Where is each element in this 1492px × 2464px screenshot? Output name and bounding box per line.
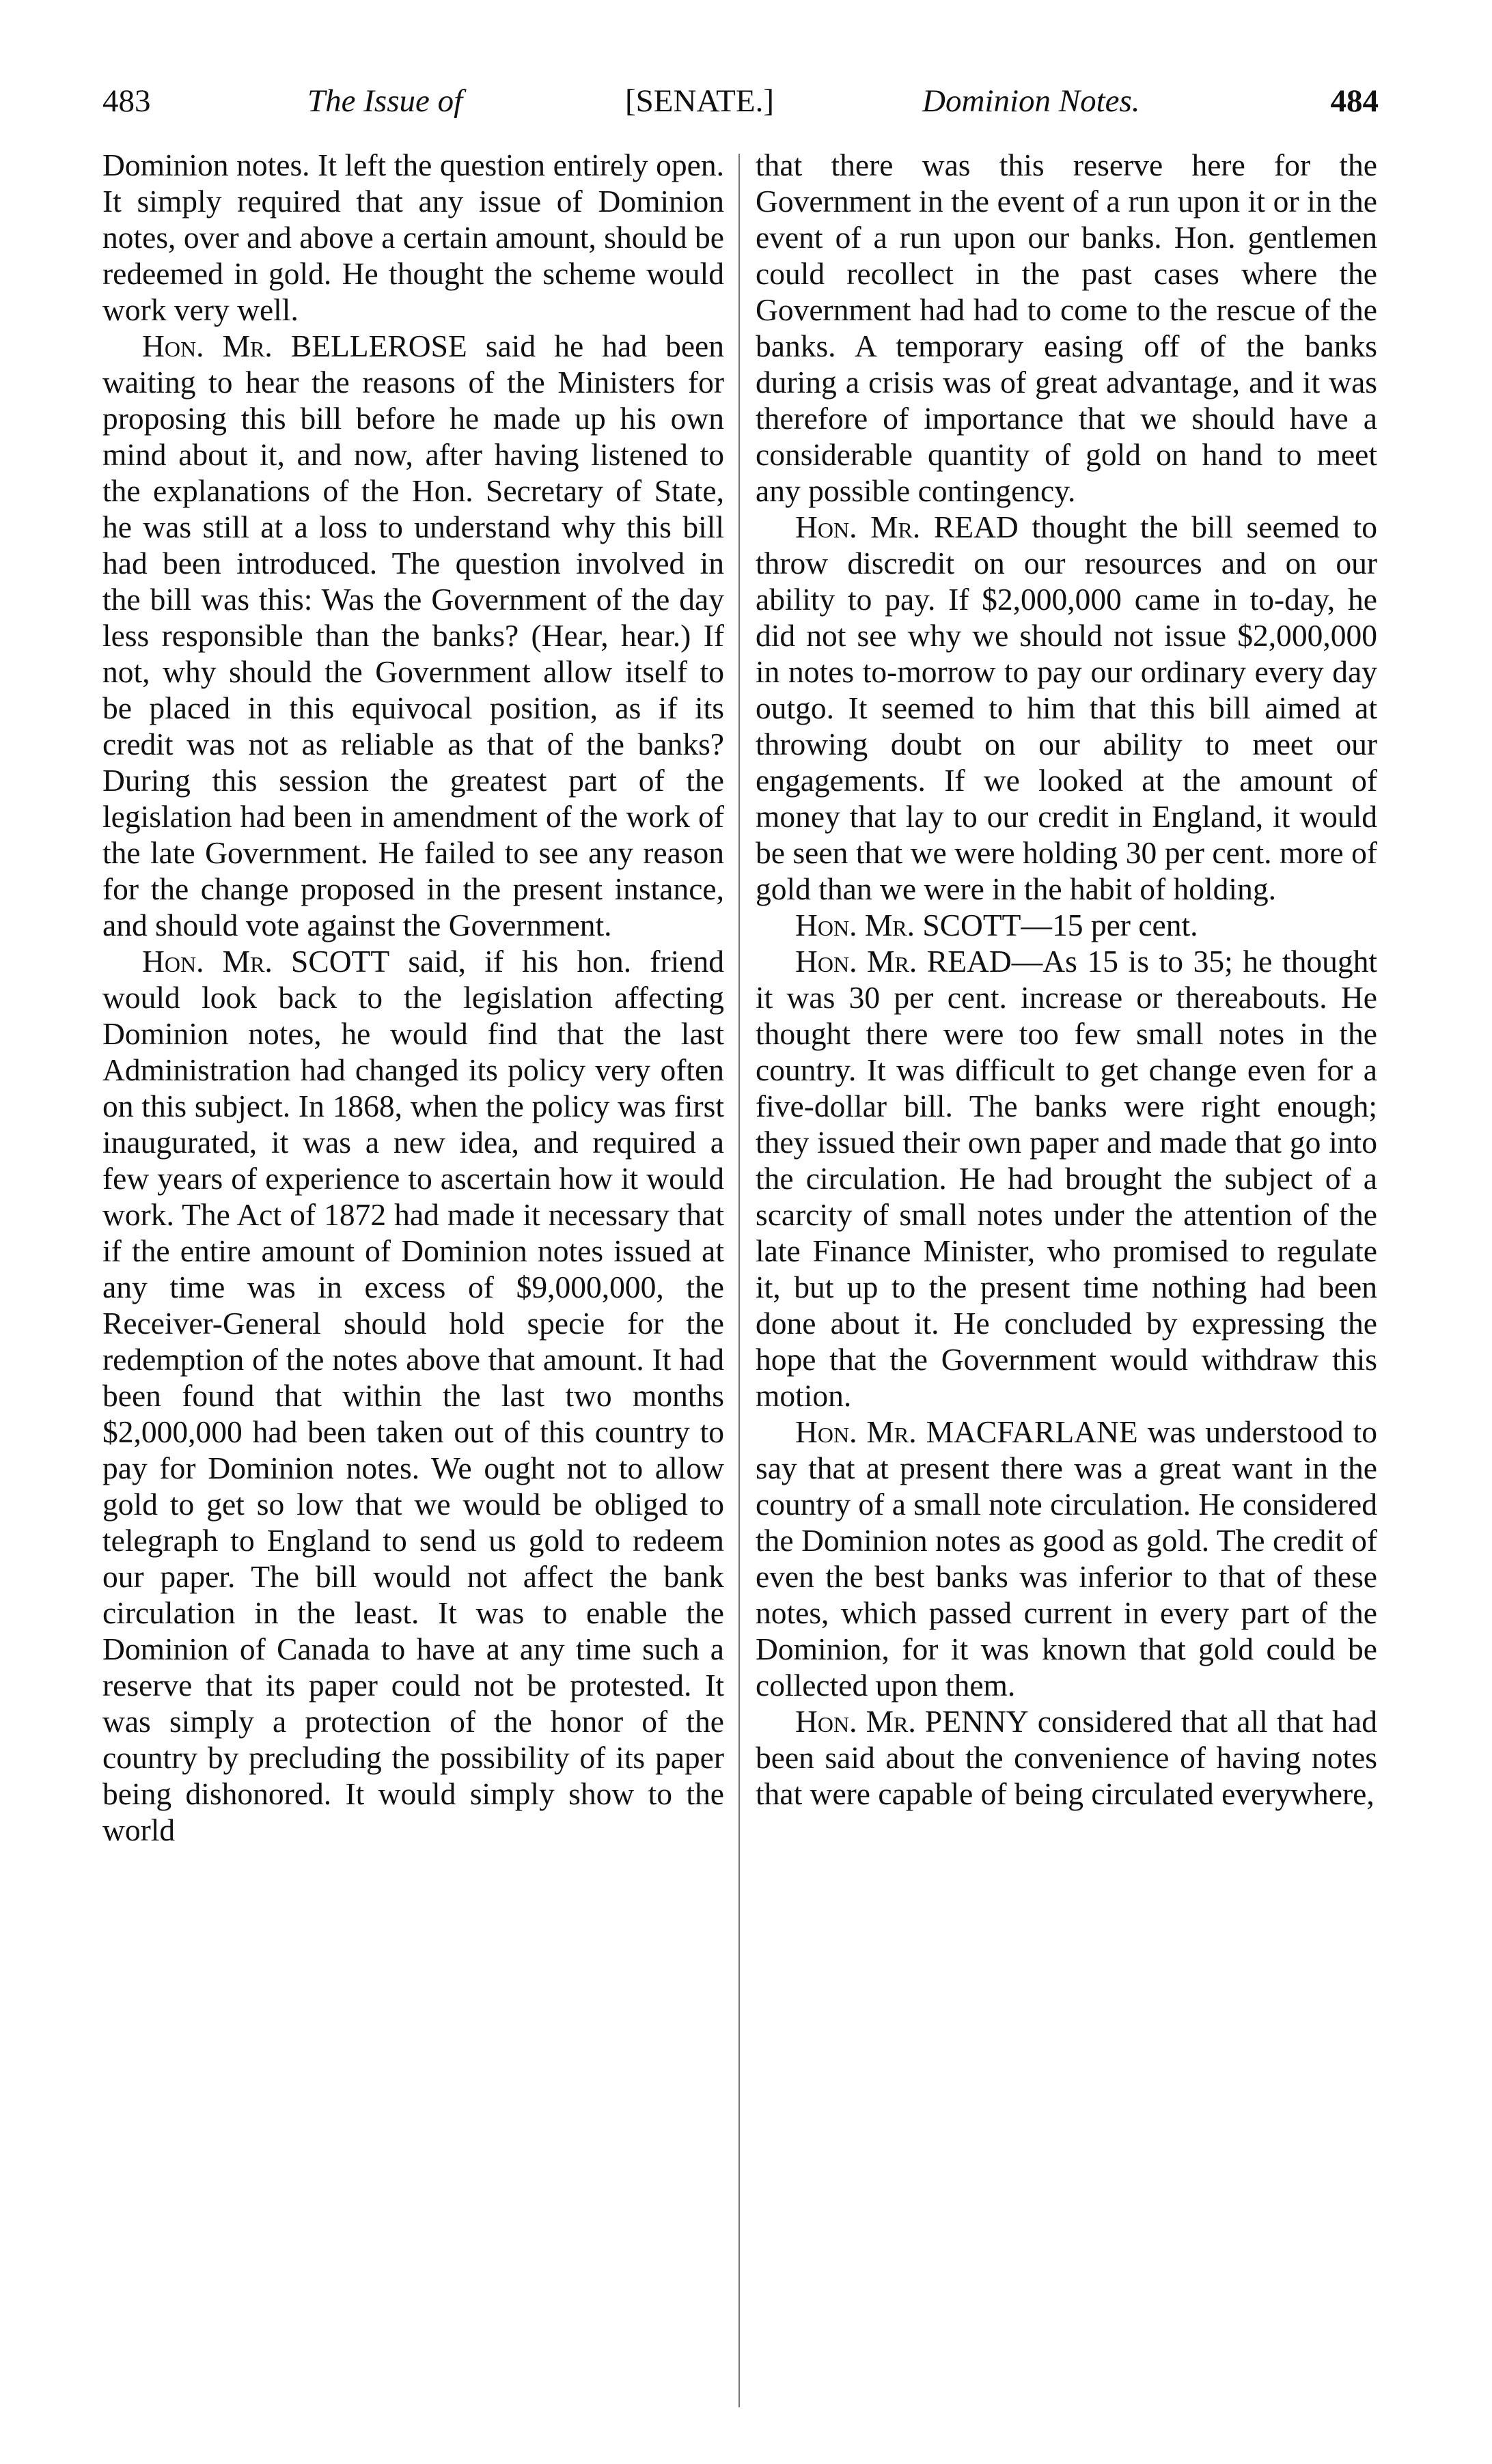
paragraph (102, 943, 724, 1848)
paragraph (102, 328, 724, 943)
speaker-name: Hon. Mr. READ (795, 509, 1019, 544)
paragraph-text: Dominion notes. It left the question entirely open. It simply required that any issue of Dominion notes, over and above a certain amount, should be redeemed in gold. He thought the scheme would work very well. (102, 148, 724, 327)
paragraph-text: —As 15 is to 35; he thought it was 30 per cent. increase or thereabouts. He thought there were too few small notes in the country. It was difficult to get change even for a five-dollar bill. The banks were right enough; they issued their own paper and made that go into the circulation. He had brought the subject of a scarcity of small notes under the attention of the late Finance Minister, who promised to regulate it, but up to the present time nothing had been done about it. He concluded by expressing the hope that the Government would withdraw this motion. (756, 944, 1377, 1413)
speaker-name: Hon. Mr. SCOTT (795, 908, 1021, 942)
page-number-left: 483 (102, 83, 151, 119)
paragraph-text: said he had been waiting to hear the reasons of the Ministers for proposing this bill before he made up his own mind about it, and now, after having listened to the explanations of the Hon. Secretary of State, he was still at a loss to understand why this bill had been introduced. The question involved in the bill was this: Was the Government of the day less responsible than the banks? (Hear, hear.) If not, why should the Government allow itself to be placed in this equivocal position, as if its credit was not as reliable as that of the banks? During this session the greatest part of the legislation had been in amendment of the work of the late Government. He failed to see any reason for the change proposed in the present instance, and should vote against the Government. (102, 328, 724, 942)
paragraph (756, 907, 1377, 943)
paragraph (756, 1703, 1377, 1812)
header-chamber: [SENATE.] (625, 83, 774, 119)
paragraph-text: said, if his hon. friend would look back to the legislation affecting Dominion notes, he would find that the last Administration had changed its policy very often on this subject. In 1868, when the policy was first inaugurated, it was a new idea, and required a few years of experience to ascertain how it would work. The Act of 1872 had made it necessary that if the entire amount of Dominion notes issued at any time was in excess of $9,000,000, the Receiver-General should hold specie for the redemption of the notes above that amount. It had been found that within the last two months $2,000,000 had been taken out of this country to pay for Dominion notes. We ought not to allow gold to get so low that we would be obliged to telegraph to England to send us gold to redeem our paper. The bill would not affect the bank circulation in the least. It was to enable the Dominion of Canada to have at any time such a reserve that its paper could not be protested. It was simply a protection of the honor of the country by precluding the possibility of its paper being dishonored. It would simply show to the world (102, 944, 724, 1847)
speaker-name: Hon. Mr. READ (795, 944, 1012, 979)
paragraph-text: that there was this reserve here for the Government in the event of a run upon it or in the event of a run upon our banks. Hon. gentlemen could recollect in the past cases where the Government had had to come to the rescue of the banks. A temporary easing off of the banks during a crisis was of great advantage, and it was therefore of importance that we should have a considerable quantity of gold on hand to meet any possible contingency. (756, 148, 1377, 508)
speaker-name: Hon. Mr. PENNY (795, 1704, 1029, 1739)
paragraph (756, 1414, 1377, 1703)
speaker-name: Hon. Mr. BELLEROSE (142, 328, 467, 363)
paragraph (102, 147, 724, 328)
paragraph (756, 147, 1377, 509)
paragraph-text: considered that all that had been said about the convenience of having notes that were capable of being circulated everywhere, (756, 1704, 1377, 1811)
speaker-name: Hon. Mr. SCOTT (142, 944, 390, 979)
paragraph-text: thought the bill seemed to throw discredit on our resources and on our ability to pay. If $2,000,000 came in to-day, he did not see why we should not issue $2,000,000 in notes to-morrow to pay our ordinary every day outgo. It seemed to him that this bill aimed at throwing doubt on our ability to meet our engagements. If we looked at the amount of money that lay to our credit in England, it would be seen that we were holding 30 per cent. more of gold than we were in the habit of holding. (756, 509, 1377, 906)
header-title-right: Dominion Notes. (922, 83, 1140, 119)
speaker-name: Hon. Mr. MACFARLANE (795, 1414, 1138, 1449)
right-column (756, 147, 1377, 1812)
page-number-right: 484 (1330, 83, 1379, 119)
header-title-left: The Issue of (307, 83, 463, 119)
paragraph-text: was understood to say that at present there was a great want in the country of a small note circulation. He considered the Dominion notes as good as gold. The credit of even the best banks was inferior to that of these notes, which passed current in every part of the Dominion, for it was known that gold could be collected upon them. (756, 1414, 1377, 1703)
paragraph (756, 509, 1377, 907)
left-column (102, 147, 724, 1848)
running-header (102, 74, 1379, 128)
paragraph-text: —15 per cent. (1021, 908, 1198, 942)
paragraph (756, 943, 1377, 1414)
column-divider (738, 154, 740, 2407)
